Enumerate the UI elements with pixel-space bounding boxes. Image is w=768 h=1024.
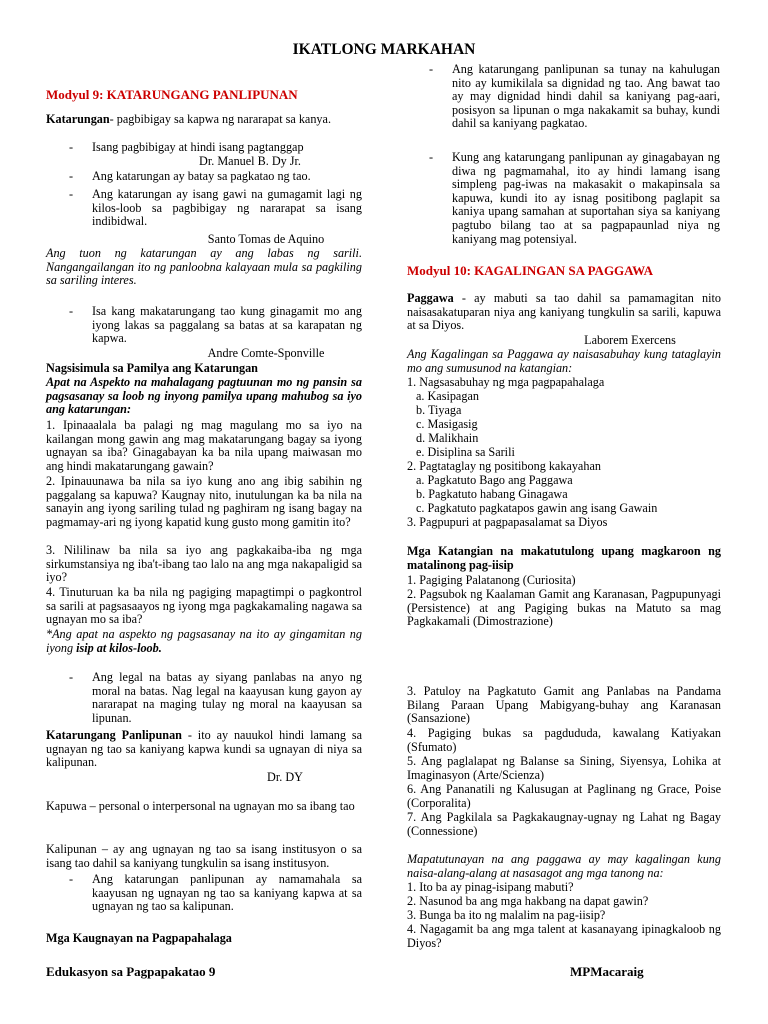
list-2a: a. Pagkatuto Bago ang Paggawa: [416, 473, 573, 487]
family-intro: Apat na Aspekto na mahalagang pagtuunan mo ng pansin sa pagsasanay sa loob ng inyong pamilya upang mahubog sa iyo ang katarungan:: [46, 375, 362, 417]
family-note: *Ang apat na aspekto ng pagsasanay na ito ay gingamitan ng iyong isip at kilos-loob.: [46, 627, 362, 655]
katangian-7: 7. Ang Pagkilala sa Pagkakaugnay-ugnay ng Lahat ng Bagay (Connessione): [407, 810, 721, 838]
question-4: 4. Nagagamit ba ang mga talent at kasanayang ipinagkaloob ng Diyos?: [407, 922, 721, 950]
list-2b: b. Pagkatuto habang Ginagawa: [416, 487, 568, 501]
kaugnayan-heading: Mga Kaugnayan na Pagpapahalaga: [46, 931, 232, 945]
author-aquino: Santo Tomas de Aquino: [207, 232, 325, 246]
kalipunan-definition: Kalipunan – ay ang ugnayan ng tao sa isang institusyon o sa isang tao dahil sa kaniyang tungkulin sa isang institusyon.: [46, 842, 362, 870]
kp-definition: [46, 729, 362, 770]
closing-quote: Mapatutunayan na ang paggawa ay may kagalingan kung naisa-alang-alang at nasasagot ang mga tanong na:: [407, 852, 721, 880]
list-1e: e. Disiplina sa Sarili: [416, 445, 515, 459]
author-comte: Andre Comte-Sponville: [207, 346, 325, 360]
quote-tuon: Ang tuon ng katarungan ay ang labas ng sarili. Nangangailangan ito ng panloobna kalayaan mula sa pagkiling sa sariling interes.: [46, 246, 362, 288]
katangian-4: 4. Pagiging bukas sa pagdududa, kawalang Katiyakan (Sfumato): [407, 726, 721, 754]
kapuwa-definition: Kapuwa – personal o interpersonal na ugnayan mo sa ibang tao: [46, 799, 355, 813]
footer-author: MPMacaraig: [570, 964, 644, 979]
list-1b: b. Tiyaga: [416, 403, 462, 417]
page-title: IKATLONG MARKAHAN: [292, 41, 476, 58]
list-2c: c. Pagkatuto pagkatapos gawin ang isang Gawain: [416, 501, 658, 515]
modyul10-heading: Modyul 10: KAGALINGAN SA PAGGAWA: [407, 263, 654, 278]
family-item-3: 3. Nililinaw ba nila sa iyo ang pagkakaiba-iba ng mga sirkumstansiya ng iba't-ibang tao lalo na ang mga nakapaligid sa iyo?: [46, 543, 362, 585]
author-dy: Dr. Manuel B. Dy Jr.: [199, 154, 301, 168]
katarungan-definition: [46, 113, 362, 127]
laborem-exercens: Laborem Exercens: [584, 333, 676, 347]
katangian-2: 2. Pagsubok ng Kaalaman Gamit ang Karanasan, Pagpupunyagi (Persistence) at ang Pagiging bukas na Matuto sa mag Pagkakamali (Dimostrazione): [407, 587, 721, 629]
author-dr-dy: Dr. DY: [267, 770, 303, 784]
question-3: 3. Bunga ba ito ng malalim na pag-iisip?: [407, 908, 606, 922]
katarungan-text: - pagbibigay sa kapwa ng nararapat sa kanya.: [109, 112, 331, 126]
kagalingan-quote: Ang Kagalingan sa Paggawa ay naisasabuhay kung tataglayin mo ang sumusunod na katangian:: [407, 347, 721, 375]
kp-text: - ito ay nauukol hindi lamang sa ugnayan ng tao sa kaniyang kapwa kundi sa ugnayan di niya sa kalipunan.: [46, 728, 362, 770]
katangian-heading: Mga Katangian na makatutulong upang magkaroon ng matalinong pag-iisip: [407, 544, 721, 572]
list-2: 2. Pagtataglay ng positibong kakayahan: [407, 459, 601, 473]
katangian-5: 5. Ang paglalapat ng Balanse sa Sining, Siyensya, Lohika at Imaginasyon (Arte/Scienza): [407, 754, 721, 782]
family-heading: Nagsisimula sa Pamilya ang Katarungan: [46, 361, 258, 375]
footer-subject: Edukasyon sa Pagpapakatao 9: [46, 964, 216, 979]
question-1: 1. Ito ba ay pinag-isipang mabuti?: [407, 880, 574, 894]
paggawa-definition: [407, 292, 721, 333]
list-1a: a. Kasipagan: [416, 389, 479, 403]
family-item-4: 4. Tinuturuan ka ba nila ng pagiging mapagtimpi o pagkontrol sa sarili at pagsasaayos ng iyong mga pagkakamaling nagawa sa ugnayan mo sa iba?: [46, 585, 362, 627]
paggawa-text: - ay mabuti sa tao dahil sa pamamagitan nito naisasakatuparan niya ang kaniyang tungkulin sa sarili, kapuwa at sa Diyos.: [407, 291, 721, 333]
katangian-6: 6. Ang Pananatili ng Kalusugan at Paglinang ng Grace, Poise (Corporalita): [407, 782, 721, 810]
katarungan-term: Katarungan: [46, 112, 110, 126]
modyul9-heading: Modyul 9: KATARUNGANG PANLIPUNAN: [46, 87, 298, 102]
kp-term: Katarungang Panlipunan: [46, 728, 182, 742]
list-1: 1. Nagsasabuhay ng mga pagpapahalaga: [407, 375, 605, 389]
list-3: 3. Pagpupuri at pagpapasalamat sa Diyos: [407, 515, 608, 529]
question-2: 2. Nasunod ba ang mga hakbang na dapat gawin?: [407, 894, 649, 908]
list-1c: c. Masigasig: [416, 417, 478, 431]
list-1d: d. Malikhain: [416, 431, 479, 445]
family-item-1: 1. Ipinaaalala ba palagi ng mag magulang mo sa iyo na kailangan mong gawin ang mag makatarungang bagay sa iyong ugnayan sa iba? Ginagabayan ka ba nila upang maiwasan mo ang hindi makatarungang gawain?: [46, 418, 362, 473]
katangian-1: 1. Pagiging Palatanong (Curiosita): [407, 573, 576, 587]
katangian-3: 3. Patuloy na Pagkatuto Gamit ang Panlabas na Pandama Bilang Paraan Upang Mabigyang-buhay ang Karanasan (Sansazione): [407, 684, 721, 726]
paggawa-term: Paggawa: [407, 291, 454, 305]
family-item-2: 2. Ipinauunawa ba nila sa iyo kung ano ang ibig sabihin ng paggalang sa kapuwa? Kaugnay nito, inutulungan ka ba nila na sanayin ang iyong sariling tulad ng paghiram ng isang bagay na pagmamay-ari ng iyong kapatid kung gusto mong gamitin ito?: [46, 474, 362, 529]
